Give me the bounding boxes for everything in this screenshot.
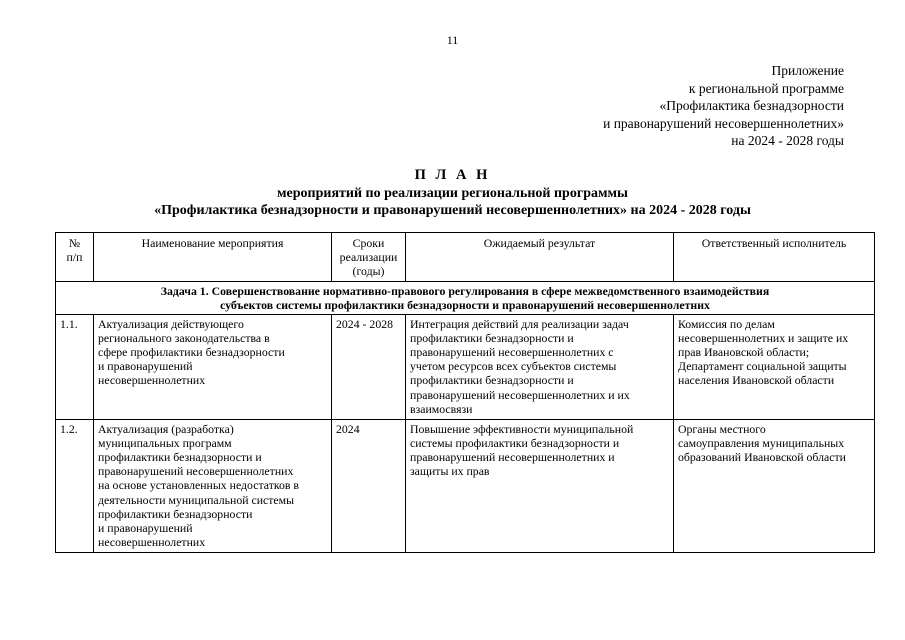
row-name [94,419,332,552]
plan-table [55,232,875,553]
text-line: населения Ивановской области [678,373,835,388]
text-line: и правонарушений [98,521,193,536]
text-line: правонарушений несовершеннолетних [98,464,294,479]
row-result [406,314,674,419]
row-term: 2024 [332,419,406,552]
text-line: профилактики безнадзорности и [410,373,574,388]
header-text: Сроки [352,236,385,250]
text-line: Актуализация действующего [98,316,244,331]
header-executor: Ответственный исполнитель [674,233,875,282]
plan-title [0,167,905,220]
row-result [406,419,674,552]
plan-heading: П Л А Н [414,167,491,183]
text-line: правонарушений несовершеннолетних и их [410,387,630,402]
text-line: взаимосвязи [410,401,473,416]
text-line: прав Ивановской области; [678,345,810,360]
task-heading [56,281,875,314]
text-line: профилактики безнадзорности и [98,450,262,465]
text-line: Актуализация (разработка) [98,421,234,436]
row-num: 1.1. [56,314,94,419]
table-row [56,314,875,419]
text-line: учетом ресурсов всех субъектов системы [410,359,617,374]
row-name [94,314,332,419]
appendix-line: «Профилактика безнадзорности [659,98,844,113]
text-line: муниципальных программ [98,435,232,450]
plan-program-name: «Профилактика безнадзорности и правонарушений несовершеннолетних» на 2024 - 2028 годы [154,203,751,218]
task-row [56,281,875,314]
text-line: Повышение эффективности муниципальной [410,421,634,436]
table-row [56,419,875,552]
text-line: несовершеннолетних и защите их [678,330,849,345]
text-line: на основе установленных недостатков в [98,478,299,493]
text-line: несовершеннолетних [98,373,206,388]
row-executor [674,314,875,419]
header-result: Ожидаемый результат [406,233,674,282]
text-line: Интеграция действий для реализации задач [410,316,629,331]
text-line: системы профилактики безнадзорности и [410,435,620,450]
header-text: № [68,236,81,250]
text-line: Департамент социальной защиты [678,359,847,374]
plan-subtitle: мероприятий по реализации региональной программы [277,185,628,201]
header-num [56,233,94,282]
text-line: защиты их прав [410,464,490,479]
text-line: правонарушений несовершеннолетних с [410,345,614,360]
text-line: сфере профилактики безнадзорности [98,345,285,360]
text-line: профилактики безнадзорности [98,506,253,521]
appendix-header [603,62,844,150]
appendix-line: к региональной программе [688,80,844,96]
text-line: Комиссия по делам [678,316,775,331]
text-line: несовершеннолетних [98,535,206,550]
header-text: п/п [66,250,83,265]
task-line: субъектов системы профилактики безнадзорности и правонарушений несовершеннолетних [220,297,710,312]
row-executor [674,419,875,552]
appendix-line: и правонарушений несовершеннолетних» [603,115,844,131]
row-term: 2024 - 2028 [332,314,406,419]
appendix-line: на 2024 - 2028 годы [731,133,844,148]
text-line: профилактики безнадзорности и [410,330,574,345]
header-name: Наименование мероприятия [94,233,332,282]
text-line: образований Ивановской области [678,450,846,465]
text-line: регионального законодательства в [98,330,270,345]
header-term [332,233,406,282]
header-text: (годы) [352,264,385,279]
text-line: самоуправления муниципальных [678,435,845,450]
text-line: Органы местного [678,421,766,436]
row-num: 1.2. [56,419,94,552]
text-line: и правонарушений [98,359,193,374]
text-line: правонарушений несовершеннолетних и [410,450,615,465]
table-header-row [56,233,875,282]
page-number: 11 [446,33,459,47]
task-line: Задача 1. Совершенствование нормативно-правового регулирования в сфере межведомственного взаимодействия [160,283,770,298]
text-line: деятельности муниципальной системы [98,492,295,507]
header-text: реализации [339,250,398,265]
appendix-line: Приложение [771,63,844,78]
